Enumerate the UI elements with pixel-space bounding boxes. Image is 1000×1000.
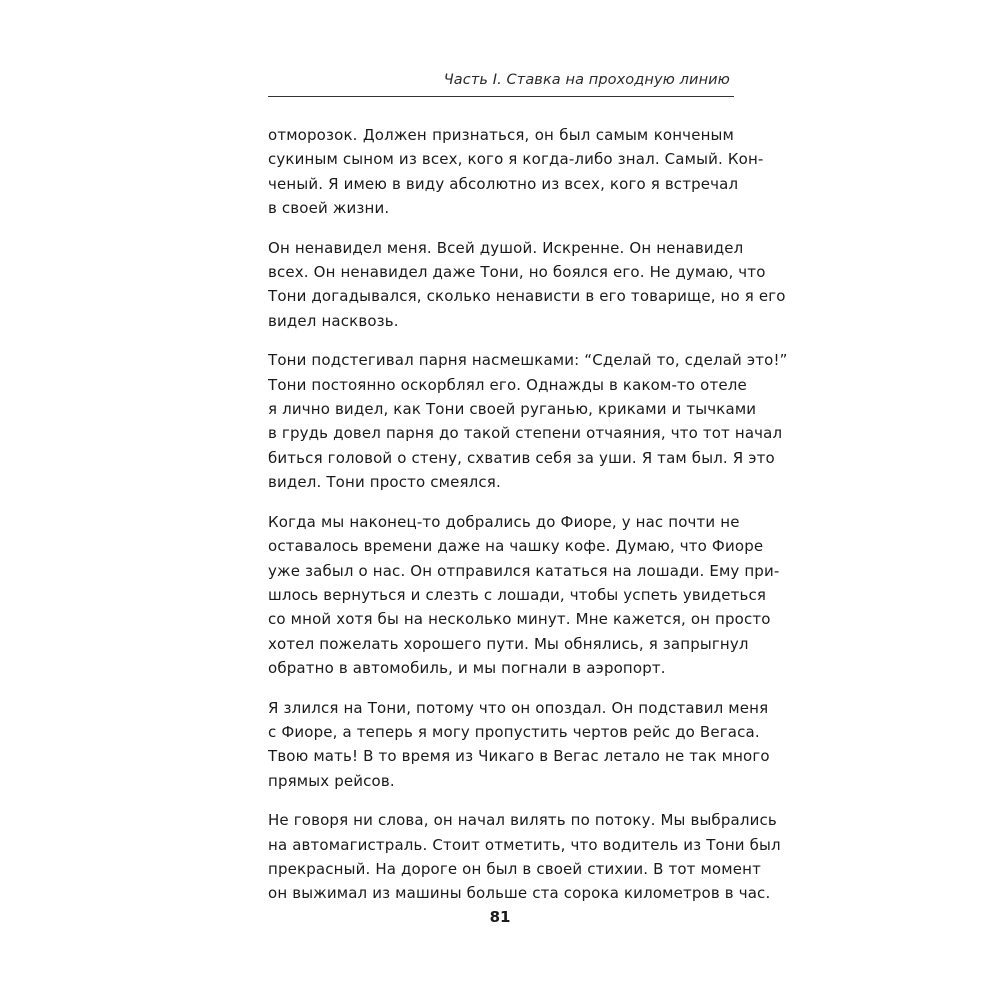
text-line: всех. Он ненавидел даже Тони, но боялся его. Не думаю, что [268, 263, 766, 282]
paragraph [268, 808, 781, 906]
text-line: прекрасный. На дороге он был в своей стихии. В тот момент [268, 859, 761, 878]
text-line: в грудь довел парня до такой степени отчаяния, что тот начал [268, 424, 783, 443]
text-line: Он ненавидел меня. Всей душой. Искренне. Он ненавидел [268, 238, 744, 257]
body-text [268, 123, 788, 921]
text-line: я лично видел, как Тони своей руганью, криками и тычками [268, 400, 757, 419]
text-line: видел насквозь. [268, 311, 399, 330]
text-line: биться головой о стену, схватив себя за уши. Я там был. Я это [268, 448, 775, 467]
text-line: Тони догадывался, сколько ненависти в его товарище, но я его [268, 287, 786, 306]
text-line: отморозок. Должен признаться, он был самым конченым [268, 126, 734, 144]
text-line: уже забыл о нас. Он отправился кататься на лошади. Ему при- [268, 561, 780, 580]
text-line: Не говоря ни слова, он начал вилять по потоку. Мы выбрались [268, 811, 777, 830]
text-line: видел. Тони просто смеялся. [268, 473, 501, 492]
text-line: на автомагистраль. Стоит отметить, что водитель из Тони был [268, 835, 781, 854]
text-line: со мной хотя бы на несколько минут. Мне кажется, он просто [268, 610, 771, 629]
text-line: Тони подстегивал парня насмешками: “Сделай то, сделай это!” [268, 351, 788, 370]
text-line: с Фиоре, а теперь я могу пропустить чертов рейс до Вегаса. [268, 722, 760, 741]
header-rule [268, 96, 734, 97]
text-line: в своей жизни. [268, 199, 390, 218]
paragraph [268, 236, 786, 334]
paragraph [268, 123, 764, 221]
text-line: ченый. Я имею в виду абсолютно из всех, кого я встречал [268, 174, 739, 193]
text-line: он выжимал из машины больше ста сорока километров в час. [268, 884, 771, 903]
text-line: оставалось времени даже на чашку кофе. Думаю, что Фиоре [268, 537, 764, 556]
paragraph [268, 348, 788, 494]
text-line: Тони постоянно оскорблял его. Однажды в каком-то отеле [268, 375, 747, 394]
text-line: прямых рейсов. [268, 771, 395, 790]
text-line: обратно в автомобиль, и мы погнали в аэропорт. [268, 659, 666, 678]
text-line: хотел пожелать хорошего пути. Мы обнялись, я запрыгнул [268, 634, 749, 653]
running-head: Часть I. Ставка на проходную линию [443, 72, 730, 88]
text-line: Я злился на Тони, потому что он опоздал. Он подставил меня [268, 698, 769, 717]
text-line: шлось вернуться и слезть с лошади, чтобы успеть увидеться [268, 585, 767, 604]
text-line: Когда мы наконец-то добрались до Фиоре, у нас почти не [268, 512, 740, 531]
paragraph [268, 696, 770, 794]
text-line: Твою мать! В то время из Чикаго в Вегас летало не так много [268, 747, 770, 766]
paragraph [268, 510, 780, 681]
text-line: сукиным сыном из всех, кого я когда-либо знал. Самый. Кон- [268, 150, 764, 169]
page-number: 81 [489, 908, 511, 926]
